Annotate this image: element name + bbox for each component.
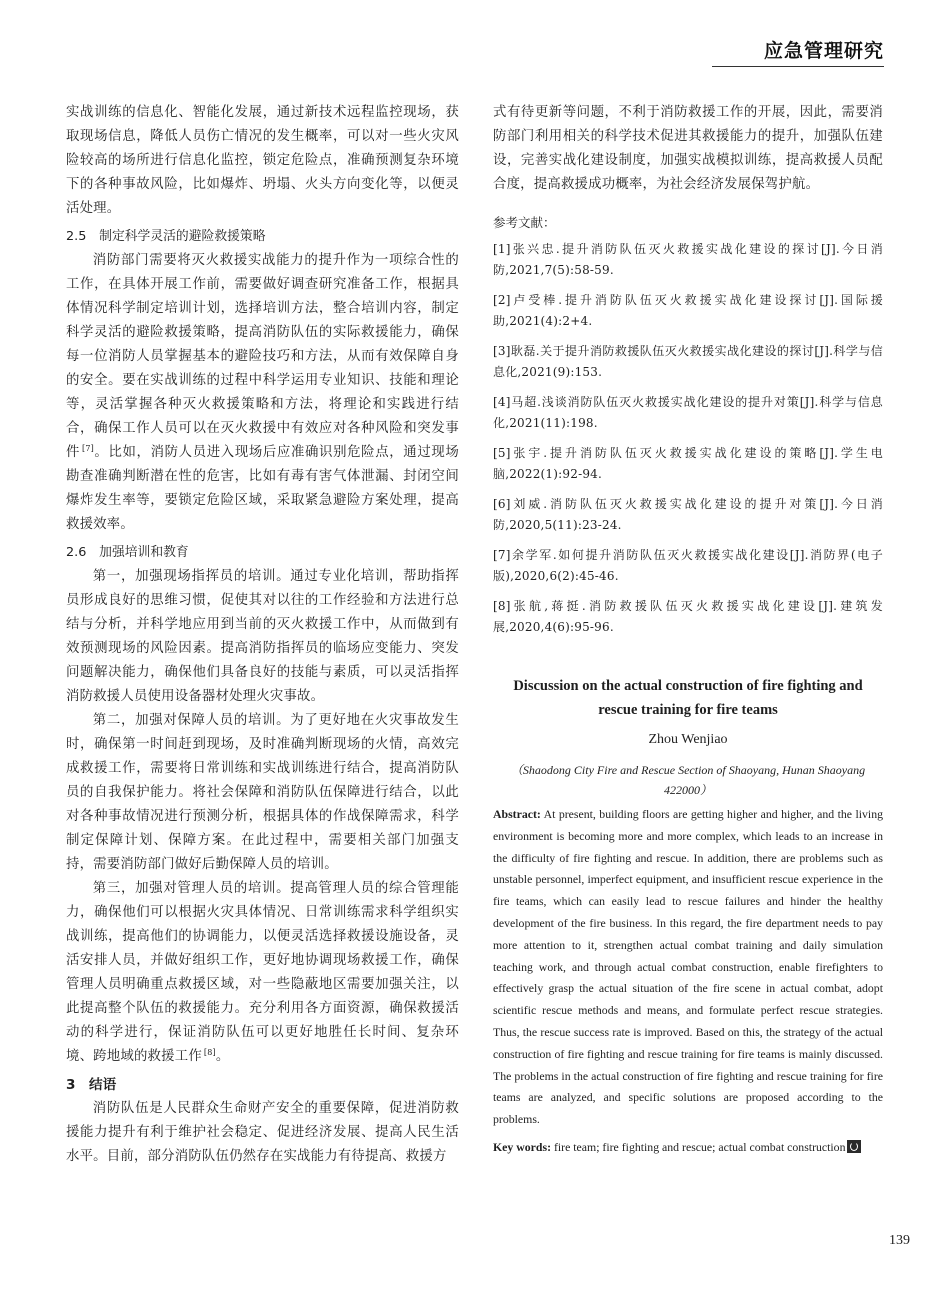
english-title: Discussion on the actual construction of fire fighting and rescue training for fire teams — [513, 678, 863, 718]
paragraph-2-5-text-a: 消防部门需要将灭火救援实战能力的提升作为一项综合性的工作，在具体开展工作前，需要做好调查研究准备工作，根据具体情况科学制定培训计划，选择培训方法，整合培训内容，制定科学灵活的避险救援策略，提高消防队伍的实际救援能力，确保每一位消防人员掌握基本的避险技巧和方法，从而有效保障自身的安全。要在实战训练的过程中科学运用专业知识、技能和理论等，灵活掌握各种灭火救援策略和方法，将理论和实践进行结合，确保工作人员可以在灭火救援中有效应对各种风险和突发事件 — [66, 253, 459, 460]
paragraph-2-6-third-text-a: 第三，加强对管理人员的培训。提高管理人员的综合管理能力，确保他们可以根据火灾具体情况、日常训练需求科学组织实战训练，提高他们的协调能力，以便灵活选择救援设施设备，灵活安排人员，并做好组织工作，更好地协调现场救援工作，确保管理人员明确重点救援区域，对一些隐蔽地区需要加强关注，以此提高整个队伍的救援能力。充分利用各方面资源，确保救援活动的科学进行，保证消防队伍可以更好地胜任长时间、复杂环境、跨地域的救援工作 — [66, 881, 459, 1064]
reference-item: [3]耿磊.关于提升消防救援队伍灭火救援实战化建设的探讨[J].科学与信息化,2021(9):153. — [493, 344, 883, 379]
reference-item: [4]马超.浅谈消防队伍灭火救援实战化建设的提升对策[J].科学与信息化,2021(11):198. — [493, 395, 883, 430]
page-number: 139 — [889, 1233, 910, 1248]
paragraph-2-5-text-b: 。比如，消防人员进入现场后应准确识别危险点，通过现场勘查准确判断潜在性的危害，比如有毒有害气体泄漏、封闭空间爆炸发生率等，要锁定危险区域，采取紧急避险方案处理，提高救援效率。 — [66, 445, 459, 532]
left-column — [66, 101, 459, 1169]
english-author: Zhou Wenjiao — [648, 732, 728, 747]
paragraph-2-6-third-text-b: 。 — [215, 1049, 230, 1064]
paragraph-2-6-third — [66, 877, 459, 1069]
reference-item: [1]张兴忠.提升消防队伍灭火救援实战化建设的探讨[J].今日消防,2021,7(5):58-59. — [493, 242, 883, 277]
paragraph-conclusion-continued: 式有待更新等问题，不利于消防救援工作的开展，因此，需要消防部门利用相关的科学技术促进其救援能力的提升，加强队伍建设，完善实战化建设制度，加强实战模拟训练，提高救援人员配合度，提高救援成功概率，为社会经济发展保驾护航。 — [493, 105, 883, 192]
section-heading-3: 3 结语 — [66, 1077, 117, 1093]
right-column — [493, 101, 883, 1159]
paragraph-2-5 — [66, 249, 459, 537]
subsection-heading-2-6: 2.6 加强培训和教育 — [66, 545, 189, 560]
reference-item: [7]余学军.如何提升消防队伍灭火救援实战化建设[J].消防界(电子版),2020,6(2):45-46. — [493, 548, 883, 583]
citation-7: [7] — [82, 443, 94, 453]
subsection-heading-2-5: 2.5 制定科学灵活的避险救援策略 — [66, 229, 266, 244]
header-divider — [712, 66, 884, 67]
journal-section-title: 应急管理研究 — [763, 40, 884, 62]
reference-item: [2]卢受棒.提升消防队伍灭火救援实战化建设探讨[J].国际援助,2021(4):2+4. — [493, 293, 883, 328]
abstract-label: Abstract: — [493, 807, 541, 821]
english-keywords — [493, 1137, 883, 1159]
paragraph-2-6-first: 第一，加强现场指挥员的培训。通过专业化培训，帮助指挥员形成良好的思维习惯，促使其对以往的工作经验和方法进行总结与分析，并科学地应用到当前的灭火救援工作中，从而做到有效预测现场的风险因素。提高消防指挥员的临场应变能力、突发问题解决能力，确保他们具备良好的技能与素质，可以灵活指挥消防救援人员使用设备器材处理火灾事故。 — [66, 569, 459, 704]
reference-item: [6]刘威.消防队伍灭火救援实战化建设的提升对策[J].今日消防,2020,5(11):23-24. — [493, 497, 883, 532]
paragraph-conclusion: 消防队伍是人民群众生命财产安全的重要保障，促进消防救援能力提升有利于维护社会稳定、促进经济发展、提高人民生活水平。目前，部分消防队伍仍然存在实战能力有待提高、救援方 — [66, 1101, 459, 1164]
reference-item: [8]张航,蒋挺.消防救援队伍灭火救援实战化建设[J].建筑发展,2020,4(6):95-96. — [493, 599, 883, 634]
paragraph-continued: 实战训练的信息化、智能化发展，通过新技术远程监控现场，获取现场信息，降低人员伤亡情况的发生概率，可以对一些火灾风险较高的场所进行信息化监控，锁定危险点，准确预测复杂环境下的各种事故风险，比如爆炸、坍塌、火头方向变化等，以便灵活处理。 — [66, 105, 459, 216]
article-end-icon — [847, 1140, 861, 1153]
reference-list — [493, 239, 883, 638]
keywords-text: fire team; fire fighting and rescue; actual combat construction — [553, 1139, 846, 1154]
citation-8: [8] — [203, 1047, 216, 1057]
paragraph-2-6-second: 第二，加强对保障人员的培训。为了更好地在火灾事故发生时，确保第一时间赶到现场，及时准确判断现场的火情，高效完成救援工作，需要将日常训练和实战训练进行结合，提高消防队员的自我保护能力。将社会保障和消防队伍保障进行结合，以此对各种事故情况进行预测分析，根据具体的作战保障需求，科学制定保障计划、保障方案。在此过程中，需要相关部门加强支持，需要消防部门做好后勤保障人员的培训。 — [66, 713, 459, 872]
keywords-label: Key words: — [493, 1139, 551, 1154]
references-heading: 参考文献： — [493, 215, 556, 230]
abstract-text: At present, building floors are getting higher and higher, and the living environment is becoming more and more complex, which leads to an increase in the difficulty of fire fighting and rescue. In addition, there are problems such as unstable personnel, imperfect equipment, and insufficient rescue experience in the fire teams, which can easily lead to rescue failures and hinder the healthy development of the fire business. In this regard, the fire department needs to pay more attention to it, strengthen actual combat training and daily simulation teaching work, and through actual combat construction, enable firefighters to effectively grasp the actual situation of the fire scene in actual combat, adopt scientific rescue methods and means, and formulate perfect rescue strategies. Thus, the rescue success rate is improved. Based on this, the strategy of the actual construction of fire fighting and rescue training for fire teams is mainly discussed. The problems in the actual construction of fire fighting and rescue training for fire teams are analyzed, and specific solutions are proposed according to the problems. — [493, 807, 883, 1127]
reference-item: [5]张宇.提升消防队伍灭火救援实战化建设的策略[J].学生电脑,2022(1):92-94. — [493, 446, 883, 481]
english-affiliation: （Shaodong City Fire and Rescue Section of Shaoyang, Hunan Shaoyang 422000） — [510, 763, 866, 797]
english-abstract — [493, 804, 883, 1131]
